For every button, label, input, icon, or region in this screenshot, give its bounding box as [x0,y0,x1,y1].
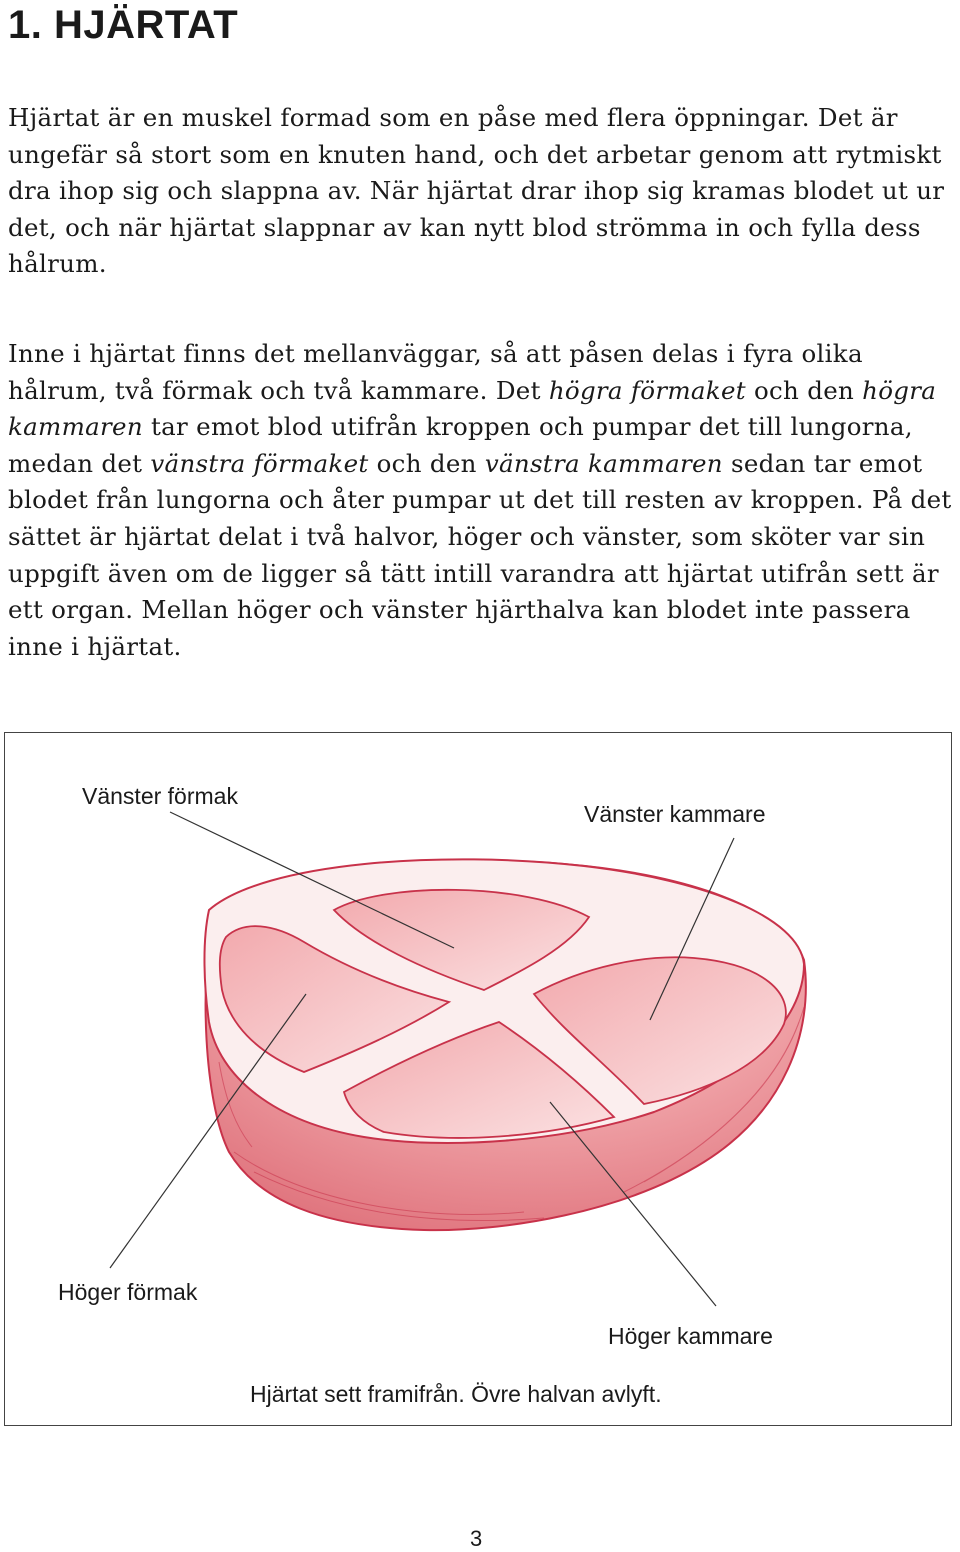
label-right-atrium: Höger förmak [58,1279,198,1305]
label-left-atrium: Vänster förmak [82,783,238,809]
figure-caption: Hjärtat sett framifrån. Övre halvan avlyft. [250,1381,662,1407]
chambers-paragraph [8,336,952,665]
label-right-ventricle: Höger kammare [608,1323,773,1349]
text-run: sedan tar emot blodet från lungorna och åter pumpar ut det till resten av kroppen. På det sättet är hjärtat delat i två halvor, höger och vänster, som sköter var sin uppgift även om de ligger så tätt intill varandra att hjärtat utifrån sett är ett organ. Mellan höger och vänster hjärthalva kan blodet inte passera inne i hjärtat. [8,448,952,661]
text-run: Inne i hjärtat finns det mellanväggar, så att påsen delas i fyra olika hålrum, två förmak och två kammare. Det [8,339,863,405]
intro-paragraph: Hjärtat är en muskel formad som en påse med flera öppningar. Det är ungefär så stort som en knuten hand, och det arbetar genom att rytmiskt dra ihop sig och slappna av. När hjärtat drar ihop sig kramas blodet ut ur det, och när hjärtat slappnar av kan nytt blod strömma in och fylla dess hålrum. [8,103,945,279]
label-left-ventricle: Vänster kammare [584,801,766,827]
term-left-atrium: vänstra förmaket [150,448,369,478]
text-run: och den [745,375,863,405]
term-left-ventricle: vänstra kammaren [484,448,723,478]
text-run: tar emot blod utifrån kroppen och pumpar det till lungorna, medan det [8,412,913,478]
term-right-atrium: högra förmaket [548,375,746,405]
page-number: 3 [470,1526,483,1551]
heart-cross-section-illustration [4,732,952,1426]
text-run: och den [368,448,485,478]
page-heading: 1. HJÄRTAT [8,3,239,47]
term-right-ventricle: högra kammaren [8,375,937,442]
